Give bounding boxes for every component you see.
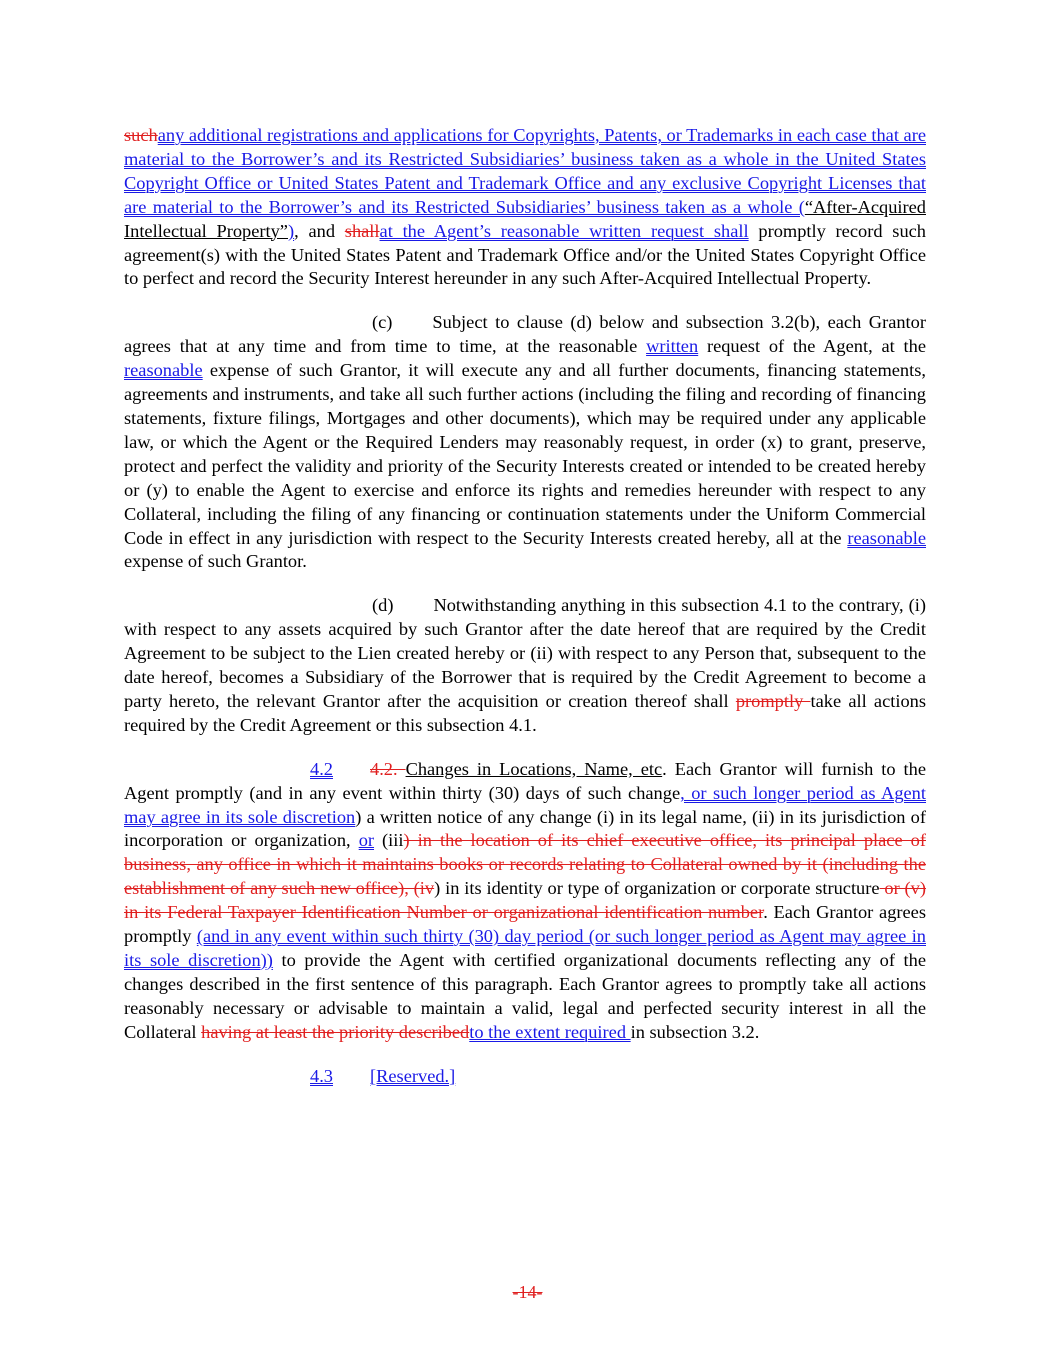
clause-c-text-3: expense of such Grantor, it will execute any and all further documents, financing statements, agreements and instruments, and take all such further actions (including the filing and recording of financing statements, fixture filings, Mortgages and other documents), which may be required under any applicable law, or which the Agent or the Required Lenders may reasonably request, in order (x) to grant, preserve, protect and perfect the validity and priority of the Security Interests created or intended to be created hereby or (y) to enable the Agent to exercise and enforce its rights and remedies hereunder with respect to any Collateral, including the filing of any financing or continuation statements under the Uniform Commercial Code in effect in any jurisdiction with respect to the Security Interests created hereby, all at the [124,360,926,548]
deletion-taxpayer-id: or (v) in its Federal Taxpayer Identification Number or organizational identification number [124,878,926,923]
section-4-3-number: 4.3 [310,1065,333,1086]
insertion-reasonable-1: reasonable [124,360,203,381]
section-4-2-text-4: ) in its identity or type of organization or corporate structure [434,878,880,899]
text-record-agreement: promptly record such agreement(s) with the United States Patent and Trademark Office and/or the United States Copyright Office to perfect and record the Security Interest hereunder in any such After-Acquired Intellectual Property. [124,220,926,289]
section-4-2-heading: Changes in Locations, Name, etc [405,758,663,779]
document-page [124,124,926,1089]
insertion-written-request: at the Agent’s reasonable written request shall [379,220,749,241]
insertion-longer-period: , or such longer period as Agent may agree in its sole discretion [124,782,926,827]
page-number: -14- [512,1282,543,1302]
section-4-2-text-3: (iii [374,830,404,851]
deletion-shall: shall [344,220,380,241]
paragraph-after-acquired-ip [124,124,926,291]
section-4-2-text-1: . Each Grantor will furnish to the Agent promptly (and in any event within thirty (30) days of such change [124,758,927,803]
section-4-2-text-2: ) a written notice of any change (i) in its legal name, (ii) in its jurisdiction of incorporation or organization, [124,806,926,851]
clause-c-label: (c) [372,312,393,333]
insertion-or: or [358,830,375,851]
deletion-such: such [124,125,158,145]
section-4-3-reserved: [Reserved.] [370,1065,456,1086]
insertion-to-the-extent: to the extent required [469,1021,631,1042]
deletion-promptly: promptly [735,690,811,711]
section-4-3 [124,1065,926,1089]
clause-c-text-4: expense of such Grantor. [124,551,307,572]
paragraph-clause-d [124,594,926,737]
clause-c-text-2: request of the Agent, at the [698,336,926,357]
insertion-reasonable-2: reasonable [847,527,926,548]
clause-d-text-1: Notwithstanding anything in this subsection 4.1 to the contrary, (i) with respect to any assets acquired by such Grantor after the date hereof that are required by the Credit Agreement to be subject to the Lien created hereby or (ii) with respect to any Person that, subsequent to the date hereof, becomes a Subsidiary of the Borrower that is required by the Credit Agreement to become a party hereto, the relevant Grantor after the acquisition or creation thereof shall [124,595,926,711]
clause-c-text-1: Subject to clause (d) below and subsection 3.2(b), each Grantor agrees that at any time and from time to time, at the reasonable [124,312,926,357]
deletion-old-number: 4.2. [370,758,406,779]
clause-d-text-2: take all actions required by the Credit Agreement or this subsection 4.1. [124,690,926,735]
deletion-priority-described: having at least the priority described [201,1021,470,1042]
section-4-2-number: 4.2 [310,758,333,779]
insertion-close-paren: ) [287,220,295,241]
paragraph-clause-c [124,311,926,574]
defined-term-after-acquired-ip: “After-Acquired Intellectual Property” [124,196,926,241]
insertion-written: written [646,336,699,357]
deletion-location-clause: ) in the location of its chief executive office, its principal place of business, any office in which it maintains books or records relating to Collateral owned by it (including the establishment of any such new office), (iv [124,830,926,899]
section-4-2-text-5: . Each Grantor agrees promptly [124,902,926,947]
section-4-2-text-6: to provide the Agent with certified organizational documents reflecting any of the changes described in the first sentence of this paragraph. Each Grantor agrees to promptly take all actions reasonably necessary or advisable to maintain a valid, legal and perfected security interest in all the Collateral [124,950,926,1042]
insertion-thirty-day-period: (and in any event within such thirty (30) day period (or such longer period as Agent may agree in its sole discretion)) [124,926,926,970]
section-4-2 [124,758,926,1045]
clause-d-label: (d) [372,595,394,616]
insertion-registrations: any additional registrations and applications for Copyrights, Patents, or Trademarks in each case that are material to the Borrower’s and its Restricted Subsidiaries’ business taken as a whole in the United States Copyright Office or United States Patent and Trademark Office and any exclusive Copyright Licenses that are material to the Borrower’s and its Restricted Subsidiaries’ business taken as a whole ( [124,125,926,217]
text-and: , and [294,220,345,241]
section-4-2-text-7: in subsection 3.2. [630,1021,760,1042]
